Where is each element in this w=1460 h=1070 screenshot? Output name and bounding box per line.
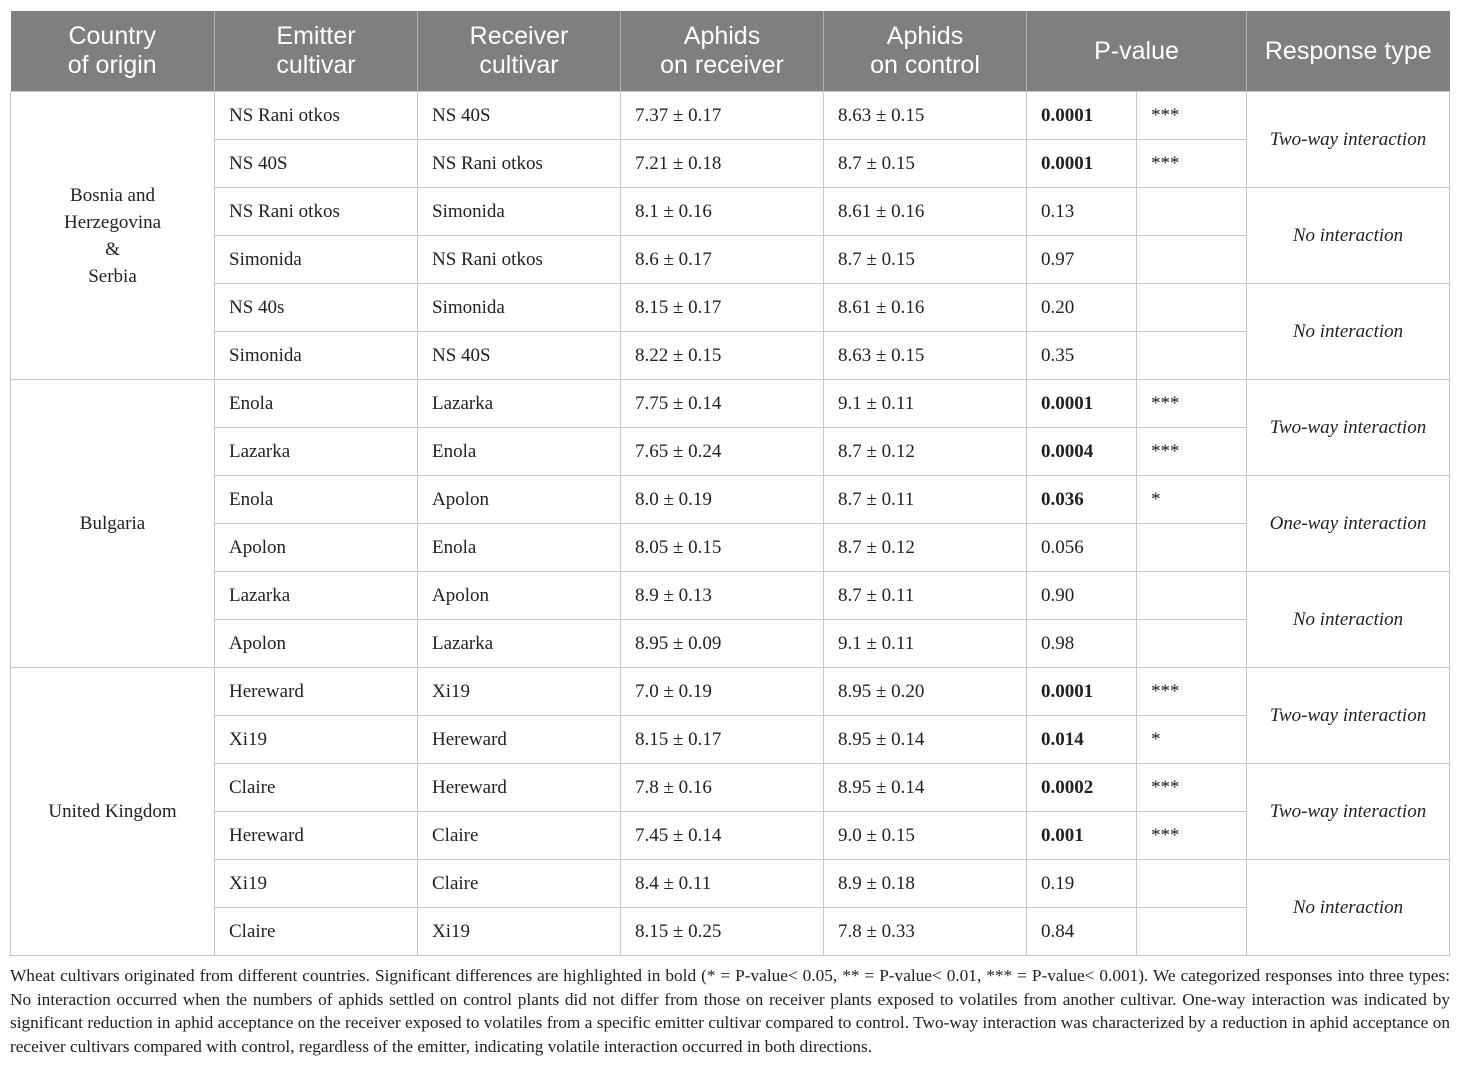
significance-stars-cell [1137, 236, 1247, 284]
aphids-receiver-cell: 8.1 ± 0.16 [621, 188, 824, 236]
header-text: Country [68, 22, 157, 50]
significance-stars-cell: *** [1137, 812, 1247, 860]
header-text: Aphids [886, 22, 964, 50]
aphids-receiver-cell: 8.95 ± 0.09 [621, 620, 824, 668]
aphids-control-cell: 8.95 ± 0.14 [824, 764, 1027, 812]
country-cell [11, 380, 215, 668]
significance-stars-cell [1137, 620, 1247, 668]
p-value-cell: 0.0001 [1027, 140, 1137, 188]
significance-stars-cell [1137, 332, 1247, 380]
aphids-control-cell: 8.7 ± 0.11 [824, 572, 1027, 620]
country-text: Bulgaria [79, 513, 146, 534]
aphids-control-cell: 8.63 ± 0.15 [824, 92, 1027, 140]
p-value-cell: 0.90 [1027, 572, 1137, 620]
aphids-control-cell: 8.7 ± 0.15 [824, 140, 1027, 188]
table-row [11, 908, 1450, 956]
table-row [11, 236, 1450, 284]
response-type-cell: Two-way interaction [1247, 668, 1450, 764]
receiver-cell: Lazarka [418, 620, 621, 668]
aphids-control-cell: 8.95 ± 0.20 [824, 668, 1027, 716]
emitter-cell: Enola [215, 476, 418, 524]
emitter-cell: Lazarka [215, 428, 418, 476]
header-text: Aphids [683, 22, 761, 50]
significance-stars-cell: *** [1137, 764, 1247, 812]
significance-stars-cell: *** [1137, 140, 1247, 188]
receiver-cell: Apolon [418, 572, 621, 620]
emitter-cell: Hereward [215, 668, 418, 716]
emitter-cell: Apolon [215, 620, 418, 668]
significance-stars-cell: *** [1137, 668, 1247, 716]
table-row [11, 140, 1450, 188]
significance-stars-cell: * [1137, 476, 1247, 524]
header-text: of origin [67, 51, 157, 79]
table-row [11, 764, 1450, 812]
aphids-receiver-cell: 8.4 ± 0.11 [621, 860, 824, 908]
table-row [11, 572, 1450, 620]
emitter-cell: NS 40s [215, 284, 418, 332]
receiver-cell: Hereward [418, 716, 621, 764]
response-type-cell: No interaction [1247, 572, 1450, 668]
header-country [11, 11, 215, 92]
results-table [10, 11, 1450, 956]
aphids-receiver-cell: 8.0 ± 0.19 [621, 476, 824, 524]
receiver-cell: Apolon [418, 476, 621, 524]
response-type-cell: Two-way interaction [1247, 764, 1450, 860]
table-row [11, 92, 1450, 140]
header-text: cultivar [479, 51, 559, 79]
p-value-cell: 0.0001 [1027, 92, 1137, 140]
table-row [11, 428, 1450, 476]
emitter-cell: Claire [215, 764, 418, 812]
header-response-type [1247, 11, 1450, 92]
response-type-cell: No interaction [1247, 860, 1450, 956]
table-row [11, 380, 1450, 428]
receiver-cell: NS Rani otkos [418, 140, 621, 188]
aphids-receiver-cell: 8.9 ± 0.13 [621, 572, 824, 620]
receiver-cell: NS 40S [418, 332, 621, 380]
significance-stars-cell [1137, 860, 1247, 908]
emitter-cell: Enola [215, 380, 418, 428]
emitter-cell: Hereward [215, 812, 418, 860]
table-footnote: Wheat cultivars originated from different countries. Significant differences are highlighted in bold (* = P-value< 0.05, ** = P-value< 0.01, *** = P-value< 0.001). We categorized responses into three types: No interaction occurred when the numbers of aphids settled on control plants did not differ from those on receiver plants exposed to volatiles from another cultivar. One-way interaction was indicated by significant reduction in aphid acceptance on the receiver exposed to volatiles from a specific emitter cultivar compared to control. Two-way interaction was characterized by a reduction in aphid acceptance on receiver cultivars compared with control, regardless of the emitter, indicating volatile interaction occurred in both directions. [10, 966, 1450, 1056]
header-text: P-value [1094, 36, 1179, 65]
response-type-cell: Two-way interaction [1247, 92, 1450, 188]
significance-stars-cell: * [1137, 716, 1247, 764]
p-value-cell: 0.036 [1027, 476, 1137, 524]
header-row [11, 11, 1450, 92]
aphids-receiver-cell: 8.15 ± 0.17 [621, 284, 824, 332]
table-row [11, 860, 1450, 908]
aphids-control-cell: 8.95 ± 0.14 [824, 716, 1027, 764]
aphids-receiver-cell: 7.21 ± 0.18 [621, 140, 824, 188]
table-row [11, 812, 1450, 860]
significance-stars-cell [1137, 188, 1247, 236]
header-emitter [215, 11, 418, 92]
aphids-receiver-cell: 8.15 ± 0.25 [621, 908, 824, 956]
emitter-cell: Lazarka [215, 572, 418, 620]
p-value-cell: 0.19 [1027, 860, 1137, 908]
p-value-cell: 0.97 [1027, 236, 1137, 284]
aphids-control-cell: 9.0 ± 0.15 [824, 812, 1027, 860]
p-value-cell: 0.20 [1027, 284, 1137, 332]
table-row [11, 620, 1450, 668]
emitter-cell: Apolon [215, 524, 418, 572]
table-row [11, 476, 1450, 524]
receiver-cell: NS Rani otkos [418, 236, 621, 284]
emitter-cell: Xi19 [215, 860, 418, 908]
aphids-control-cell: 8.9 ± 0.18 [824, 860, 1027, 908]
p-value-cell: 0.014 [1027, 716, 1137, 764]
aphids-control-cell: 9.1 ± 0.11 [824, 620, 1027, 668]
table-row [11, 284, 1450, 332]
aphids-receiver-cell: 7.37 ± 0.17 [621, 92, 824, 140]
response-type-cell: No interaction [1247, 188, 1450, 284]
significance-stars-cell: *** [1137, 380, 1247, 428]
aphids-receiver-cell: 8.15 ± 0.17 [621, 716, 824, 764]
p-value-cell: 0.13 [1027, 188, 1137, 236]
header-aphids-receiver [621, 11, 824, 92]
aphids-control-cell: 8.7 ± 0.12 [824, 428, 1027, 476]
significance-stars-cell [1137, 908, 1247, 956]
emitter-cell: Simonida [215, 236, 418, 284]
aphids-control-cell: 8.61 ± 0.16 [824, 284, 1027, 332]
receiver-cell: Enola [418, 428, 621, 476]
country-cell [11, 668, 215, 956]
emitter-cell: NS Rani otkos [215, 92, 418, 140]
p-value-cell: 0.0004 [1027, 428, 1137, 476]
country-text: Herzegovina [63, 211, 162, 233]
receiver-cell: NS 40S [418, 92, 621, 140]
p-value-cell: 0.0001 [1027, 380, 1137, 428]
significance-stars-cell: *** [1137, 92, 1247, 140]
receiver-cell: Xi19 [418, 668, 621, 716]
aphids-receiver-cell: 7.0 ± 0.19 [621, 668, 824, 716]
header-text: on control [870, 51, 980, 79]
significance-stars-cell: *** [1137, 428, 1247, 476]
country-cell [11, 92, 215, 380]
p-value-cell: 0.35 [1027, 332, 1137, 380]
receiver-cell: Hereward [418, 764, 621, 812]
aphids-control-cell: 9.1 ± 0.11 [824, 380, 1027, 428]
significance-stars-cell [1137, 524, 1247, 572]
header-text: Receiver [469, 22, 569, 50]
receiver-cell: Simonida [418, 284, 621, 332]
table-row [11, 524, 1450, 572]
response-type-cell: Two-way interaction [1247, 380, 1450, 476]
aphids-receiver-cell: 7.8 ± 0.16 [621, 764, 824, 812]
table-row [11, 188, 1450, 236]
aphids-control-cell: 8.7 ± 0.11 [824, 476, 1027, 524]
table-row [11, 668, 1450, 716]
p-value-cell: 0.84 [1027, 908, 1137, 956]
country-text: Serbia [88, 265, 137, 287]
aphids-receiver-cell: 8.22 ± 0.15 [621, 332, 824, 380]
receiver-cell: Lazarka [418, 380, 621, 428]
header-text: Response type [1264, 36, 1432, 65]
header-text: cultivar [276, 51, 356, 79]
emitter-cell: NS 40S [215, 140, 418, 188]
table-row [11, 716, 1450, 764]
significance-stars-cell [1137, 572, 1247, 620]
aphids-receiver-cell: 7.75 ± 0.14 [621, 380, 824, 428]
p-value-cell: 0.056 [1027, 524, 1137, 572]
table-body [11, 92, 1450, 956]
header-p-value [1027, 11, 1247, 92]
emitter-cell: Xi19 [215, 716, 418, 764]
header-text: on receiver [660, 51, 784, 79]
table-row [11, 332, 1450, 380]
receiver-cell: Claire [418, 860, 621, 908]
aphids-control-cell: 7.8 ± 0.33 [824, 908, 1027, 956]
receiver-cell: Simonida [418, 188, 621, 236]
aphids-receiver-cell: 7.45 ± 0.14 [621, 812, 824, 860]
aphids-control-cell: 8.7 ± 0.15 [824, 236, 1027, 284]
p-value-cell: 0.0002 [1027, 764, 1137, 812]
significance-stars-cell [1137, 284, 1247, 332]
receiver-cell: Xi19 [418, 908, 621, 956]
emitter-cell: Claire [215, 908, 418, 956]
aphids-receiver-cell: 8.05 ± 0.15 [621, 524, 824, 572]
aphids-receiver-cell: 8.6 ± 0.17 [621, 236, 824, 284]
country-text: & [105, 238, 120, 260]
aphids-control-cell: 8.61 ± 0.16 [824, 188, 1027, 236]
response-type-cell: No interaction [1247, 284, 1450, 380]
aphids-control-cell: 8.63 ± 0.15 [824, 332, 1027, 380]
emitter-cell: NS Rani otkos [215, 188, 418, 236]
p-value-cell: 0.98 [1027, 620, 1137, 668]
country-text: United Kingdom [48, 801, 177, 822]
aphids-receiver-cell: 7.65 ± 0.24 [621, 428, 824, 476]
header-text: Emitter [276, 22, 356, 50]
receiver-cell: Enola [418, 524, 621, 572]
response-type-cell: One-way interaction [1247, 476, 1450, 572]
header-aphids-control [824, 11, 1027, 92]
emitter-cell: Simonida [215, 332, 418, 380]
header-receiver [418, 11, 621, 92]
aphids-control-cell: 8.7 ± 0.12 [824, 524, 1027, 572]
p-value-cell: 0.001 [1027, 812, 1137, 860]
country-text: Bosnia and [70, 184, 155, 206]
p-value-cell: 0.0001 [1027, 668, 1137, 716]
receiver-cell: Claire [418, 812, 621, 860]
results-table-container [10, 11, 1449, 956]
